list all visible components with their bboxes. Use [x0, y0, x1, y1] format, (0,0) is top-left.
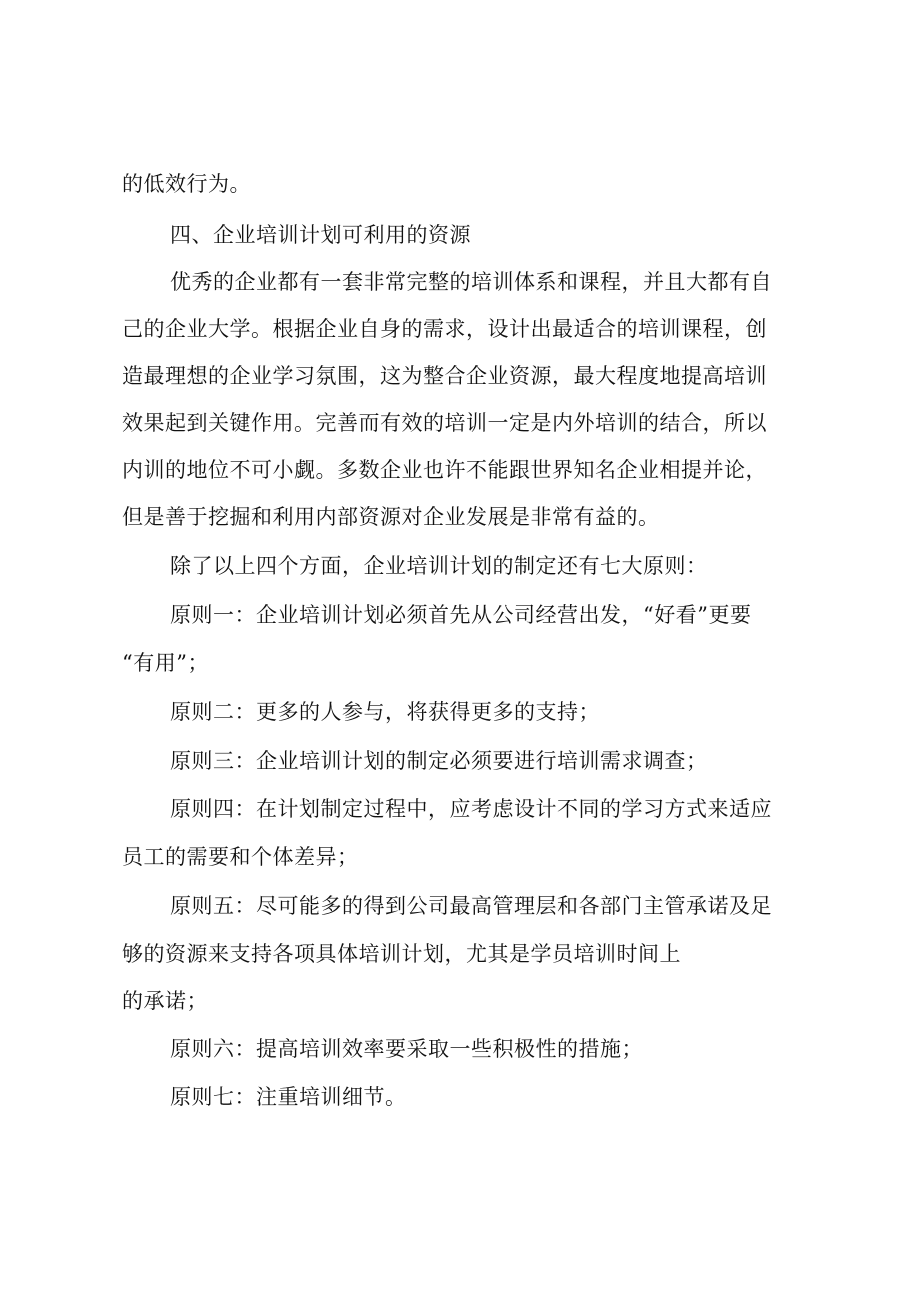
text-line: 造最理想的企业学习氛围，这为整合企业资源，最大程度地提高培训 — [122, 364, 767, 388]
text-line: 的低效行为。 — [122, 172, 251, 196]
principle-line: 原则五：尽可能多的得到公司最高管理层和各部门主管承诺及足 — [170, 894, 772, 918]
principle-line: 原则七：注重培训细节。 — [170, 1085, 407, 1109]
text-line: 员工的需要和个体差异； — [122, 845, 359, 869]
text-line: 够的资源来支持各项具体培训计划，尤其是学员培训时间上 — [122, 942, 681, 966]
principle-line: 原则四：在计划制定过程中，应考虑设计不同的学习方式来适应 — [170, 797, 772, 821]
text-line: 效果起到关键作用。完善而有效的培训一定是内外培训的结合，所以 — [122, 411, 767, 435]
text-line: 优秀的企业都有一套非常完整的培训体系和课程，并且大都有自 — [170, 270, 772, 294]
principle-line: 原则一：企业培训计划必须首先从公司经营出发，“好看”更要 — [170, 603, 752, 627]
text-line: 己的企业大学。根据企业自身的需求，设计出最适合的培训课程，创 — [122, 317, 767, 341]
text-line: “有用”； — [122, 651, 209, 675]
principle-line: 原则二：更多的人参与，将获得更多的支持； — [170, 700, 600, 724]
principle-line: 原则六：提高培训效率要采取一些积极性的措施； — [170, 1037, 643, 1061]
section-heading: 四、企业培训计划可利用的资源 — [170, 223, 471, 247]
text-line: 但是善于挖掘和利用内部资源对企业发展是非常有益的。 — [122, 505, 660, 529]
text-line: 除了以上四个方面，企业培训计划的制定还有七大原则： — [170, 554, 708, 578]
principle-line: 原则三：企业培训计划的制定必须要进行培训需求调查； — [170, 749, 708, 773]
text-line: 内训的地位不可小觑。多数企业也许不能跟世界知名企业相提并论， — [122, 458, 767, 482]
text-line: 的承诺； — [122, 989, 208, 1013]
